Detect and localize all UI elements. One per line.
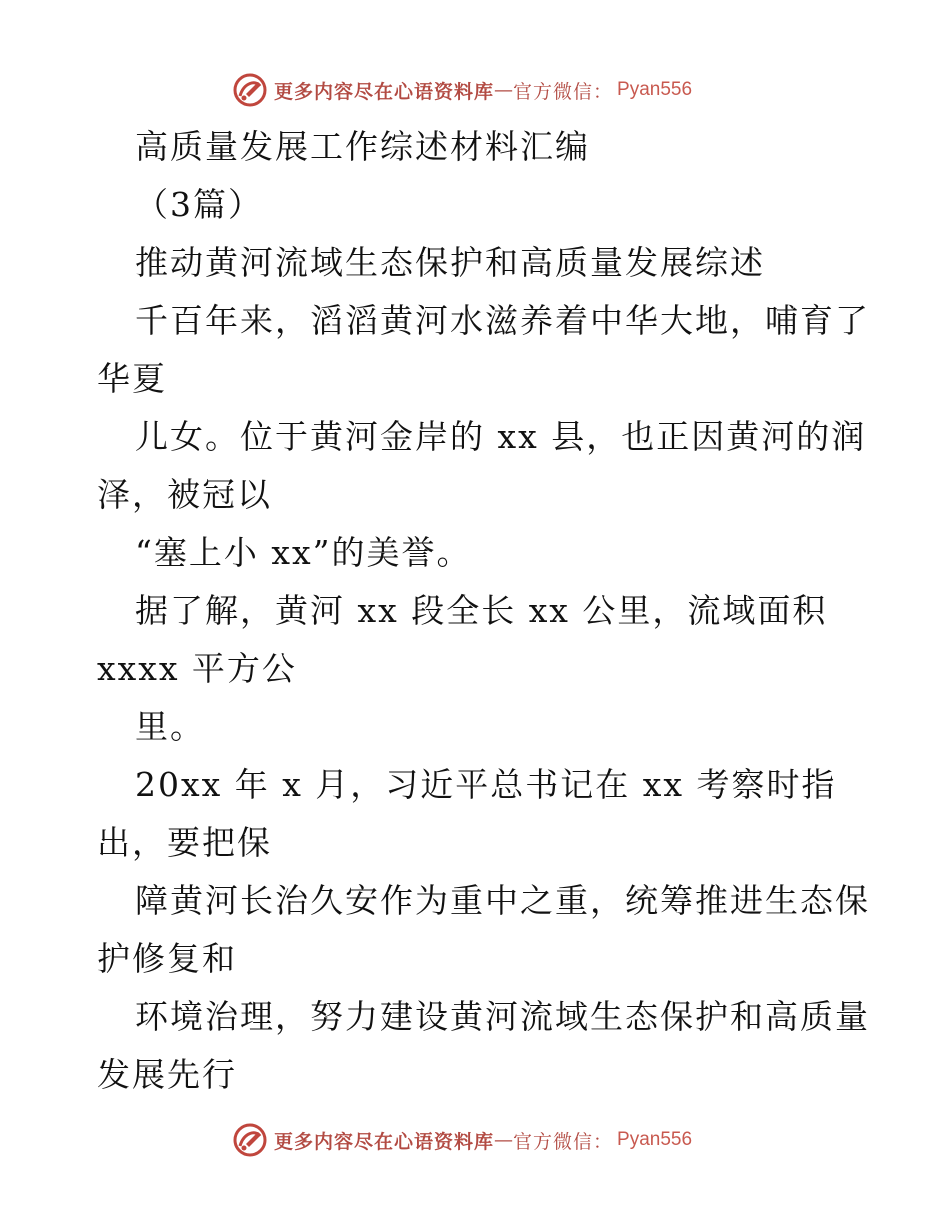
body-line: 泽，被冠以 [97, 475, 272, 514]
body-line: 护修复和 [97, 939, 237, 978]
body-line: 环境治理，努力建设黄河流域生态保护和高质量 [135, 997, 870, 1036]
doc-subtitle: （3篇） [135, 185, 263, 224]
body-line: 20xx 年 x 月，习近平总书记在 xx 考察时指 [135, 765, 837, 804]
body-line: 华夏 [97, 359, 167, 398]
body-line: “塞上小 xx”的美誉。 [135, 533, 472, 572]
section-heading: 推动黄河流域生态保护和高质量发展综述 [135, 243, 765, 282]
body-line: 出，要把保 [97, 823, 272, 862]
watermark-site-name: 更多内容尽在心语资料库 [274, 1130, 495, 1153]
watermark-site-name: 更多内容尽在心语资料库 [274, 80, 495, 103]
watermark-dash: — [494, 1129, 514, 1151]
doc-title: 高质量发展工作综述材料汇编 [135, 127, 590, 166]
body-line: xxxx 平方公 [97, 649, 297, 688]
pen-logo-icon [232, 72, 268, 108]
body-line: 发展先行 [97, 1055, 237, 1094]
body-line: 障黄河长治久安作为重中之重，统筹推进生态保 [135, 881, 870, 920]
watermark-dash: — [494, 79, 514, 101]
header-watermark [232, 70, 692, 110]
body-line: 里。 [135, 707, 205, 746]
watermark-wechat-label: 官方微信： [513, 1130, 614, 1153]
footer-watermark [232, 1120, 692, 1160]
pen-logo-icon [232, 1122, 268, 1158]
body-line: 千百年来，滔滔黄河水滋养着中华大地，哺育了 [135, 301, 870, 340]
watermark-wechat-label: 官方微信： [513, 80, 614, 103]
watermark-wechat-id: Pyan556 [617, 1129, 693, 1150]
watermark-wechat-id: Pyan556 [617, 79, 693, 100]
body-line: 据了解，黄河 xx 段全长 xx 公里，流域面积 [135, 591, 828, 630]
body-line: 儿女。位于黄河金岸的 xx 县，也正因黄河的润 [135, 417, 867, 456]
